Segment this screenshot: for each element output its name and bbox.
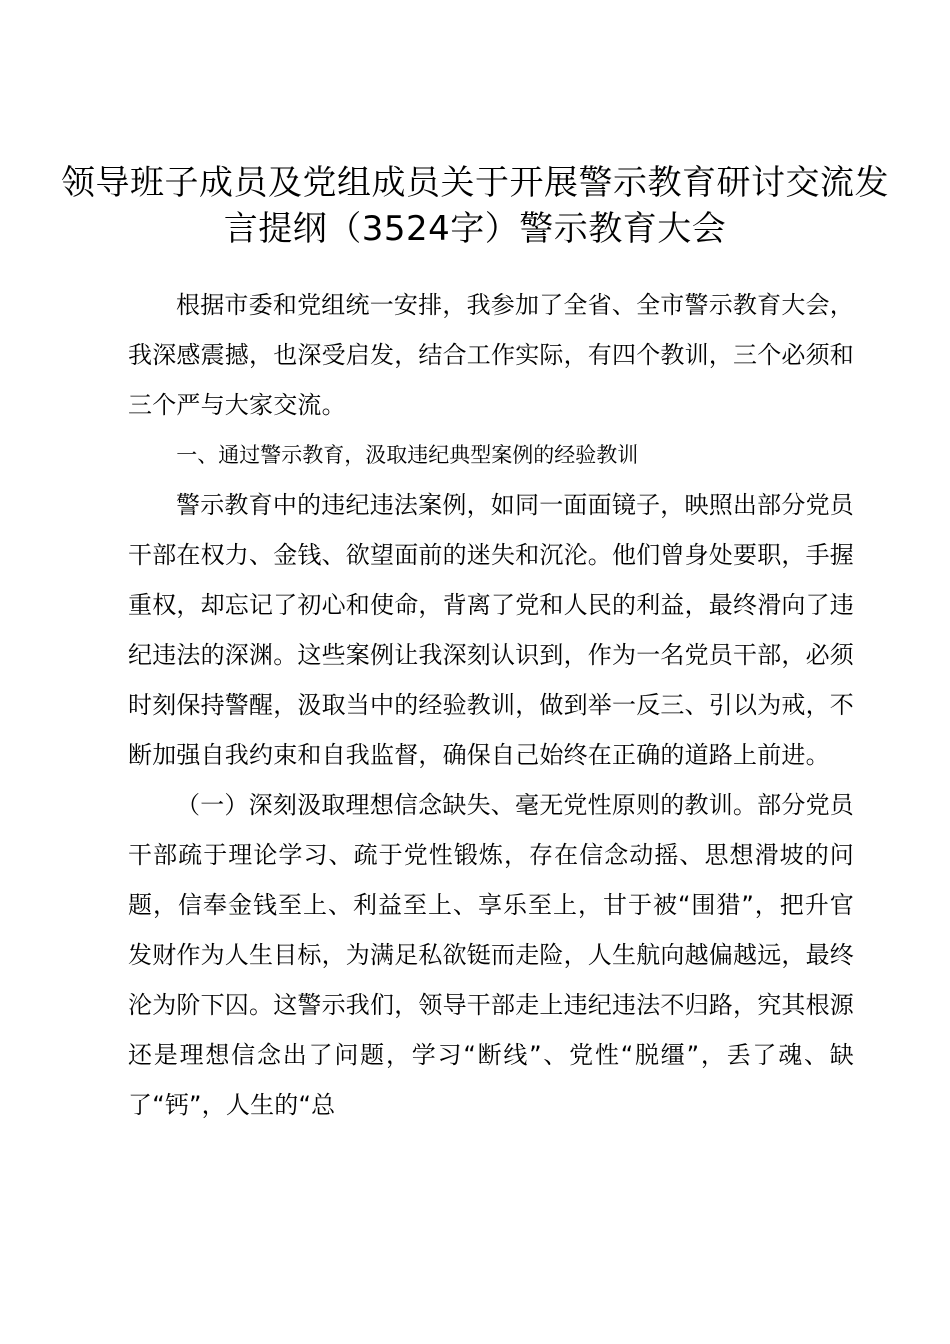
paragraph-intro: 根据市委和党组统一安排，我参加了全省、全市警示教育大会，我深感震撼，也深受启发，结合工作实际，有四个教训，三个必须和三个严与大家交流。 (128, 291, 854, 419)
document-body (128, 280, 854, 1130)
paragraph-section-1: 警示教育中的违纪违法案例，如同一面面镜子，映照出部分党员干部在权力、金钱、欲望面前的迷失和沉沦。他们曾身处要职，手握重权，却忘记了初心和使命，背离了党和人民的利益，最终滑向了违纪违法的深渊。这些案例让我深刻认识到，作为一名党员干部，必须时刻保持警醒，汲取当中的经验教训，做到举一反三、引以为戒，不断加强自我约束和自我监督，确保自己始终在正确的道路上前进。 (128, 491, 854, 769)
document-title: 领导班子成员及党组成员关于开展警示教育研讨交流发言提纲（3524字）警示教育大会 (61, 163, 889, 249)
paragraph-subsection-1: （一）深刻汲取理想信念缺失、毫无党性原则的教训。部分党员干部疏于理论学习、疏于党性锻炼，存在信念动摇、思想滑坡的问题，信奉金钱至上、利益至上、享乐至上，甘于被“围猎”，把升官发财作为人生目标，为满足私欲铤而走险，人生航向越偏越远，最终沦为阶下囚。这警示我们，领导干部走上违纪违法不归路，究其根源还是理想信念出了问题，学习“断线”、党性“脱缰”，丢了魂、缺了“钙”，人生的“总 (128, 791, 854, 1119)
section-heading-1: 一、通过警示教育，汲取违纪典型案例的经验教训 (176, 443, 639, 467)
